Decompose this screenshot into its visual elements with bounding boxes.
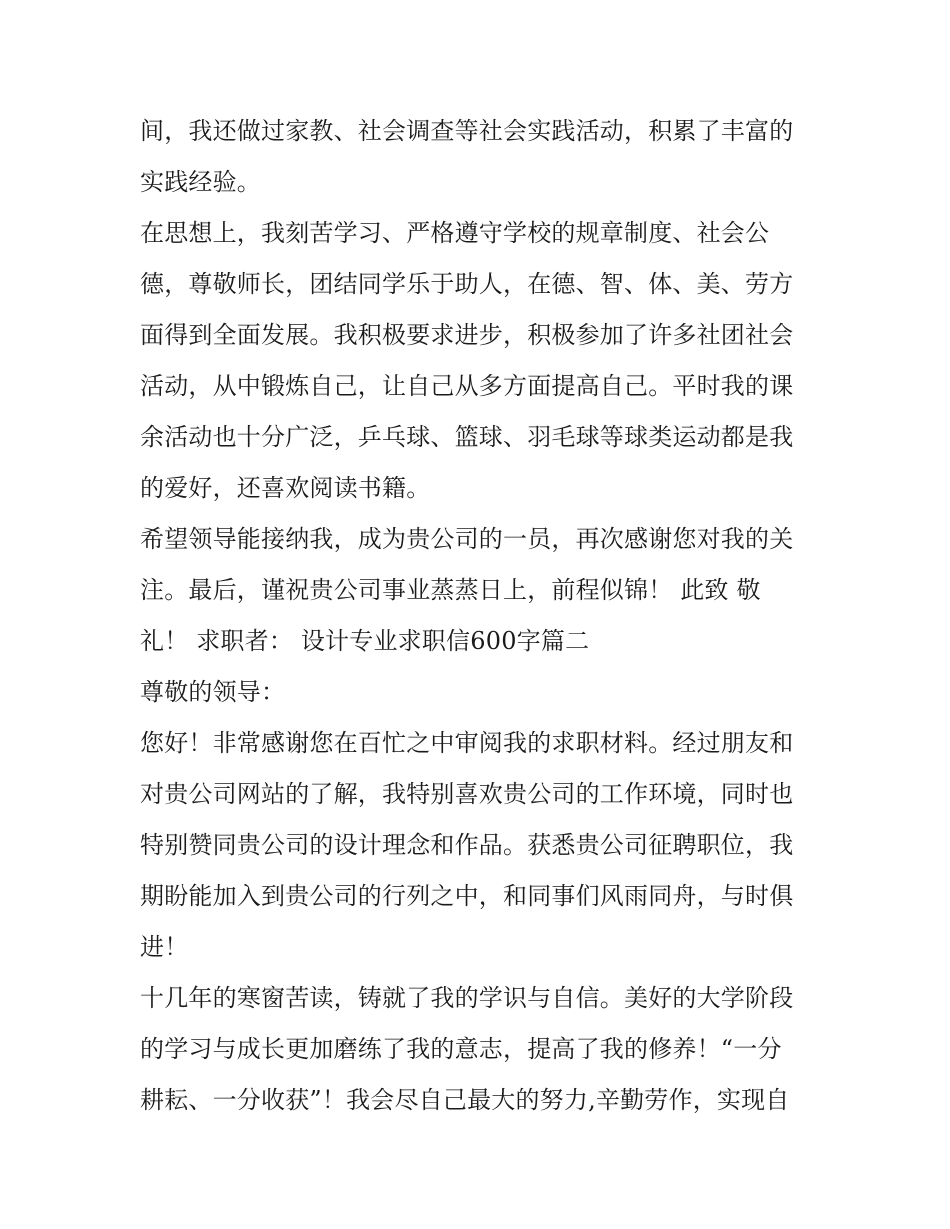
text-line: 十几年的寒窗苦读，铸就了我的学识与自信。美好的大学阶段 [140,984,794,1012]
text-line: 德，尊敬师长，团结同学乐于助人，在德、智、体、美、劳方 [140,270,794,298]
text-line: 礼！ 求职者： 设计专业求职信600字篇二 [140,627,590,655]
text-line: 的爱好，还喜欢阅读书籍。 [140,474,431,502]
text-line: 在思想上，我刻苦学习、严格遵守学校的规章制度、社会公 [140,219,770,247]
text-line: 特别赞同贵公司的设计理念和作品。获悉贵公司征聘职位，我 [140,831,794,859]
text-line: 面得到全面发展。我积极要求进步，积极参加了许多社团社会 [140,321,794,349]
text-line: 您好！非常感谢您在百忙之中审阅我的求职材料。经过朋友和 [140,729,794,757]
text-line: 尊敬的领导： [140,678,286,706]
text-line: 活动，从中锻炼自己，让自己从多方面提高自己。平时我的课 [140,372,794,400]
text-line: 对贵公司网站的了解，我特别喜欢贵公司的工作环境，同时也 [140,780,794,808]
text-line: 实践经验。 [140,168,261,196]
document-body [140,106,830,1126]
text-line: 希望领导能接纳我，成为贵公司的一员，再次感谢您对我的关 [140,525,794,553]
text-line: 间，我还做过家教、社会调查等社会实践活动，积累了丰富的 [140,117,794,145]
text-line: 耕耘、一分收获”！我会尽自己最大的努力,辛勤劳作，实现自 [140,1086,790,1114]
text-line: 进！ [140,933,189,961]
text-line: 注。最后，谨祝贵公司事业蒸蒸日上，前程似锦！ 此致 敬 [140,576,761,604]
text-line: 余活动也十分广泛，乒乓球、篮球、羽毛球等球类运动都是我 [140,423,794,451]
text-line: 的学习与成长更加磨练了我的意志，提高了我的修养！“一分 [140,1035,782,1063]
text-line: 期盼能加入到贵公司的行列之中，和同事们风雨同舟，与时俱 [140,882,794,910]
